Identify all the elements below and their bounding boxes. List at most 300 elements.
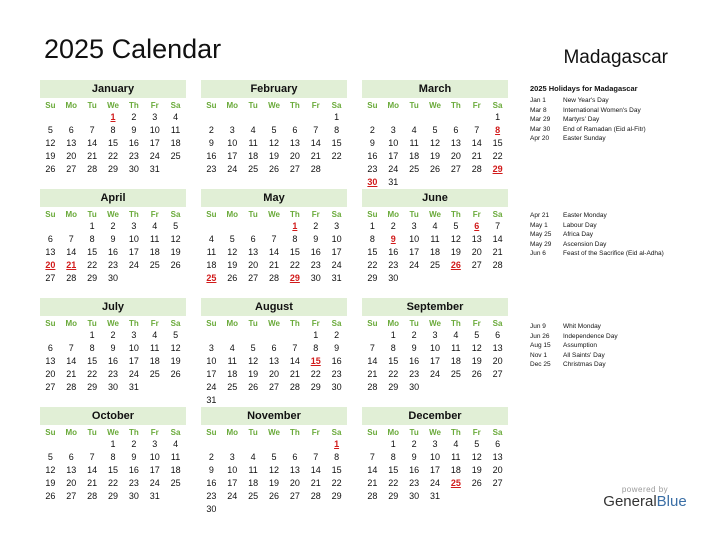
day-cell: 26	[429, 164, 440, 174]
holiday-name: New Year's Day	[563, 97, 609, 104]
day-cell: 11	[430, 234, 440, 244]
day-cell: 28	[310, 164, 321, 174]
day-cell: 3	[334, 221, 340, 231]
holiday-day: 1	[110, 112, 116, 122]
holiday-list-title: 2025 Holidays for Madagascar	[530, 84, 638, 93]
powered-by-text: powered by	[621, 485, 669, 494]
day-cell: 12	[227, 247, 238, 257]
day-cell: 22	[367, 260, 378, 270]
holiday-row	[530, 106, 710, 116]
day-cell: 12	[45, 138, 56, 148]
empty-day	[61, 220, 82, 233]
day-cell: 19	[268, 478, 279, 488]
day-cell: 1	[313, 330, 319, 340]
holiday-day: 29	[289, 273, 300, 283]
day-cell: 4	[453, 439, 459, 449]
day-cell: 19	[268, 151, 279, 161]
weekday-label: Su	[45, 428, 56, 437]
holiday-name: Christmas Day	[563, 361, 606, 368]
weekday-label: Fr	[311, 319, 320, 328]
day-cell: 22	[388, 369, 399, 379]
day-cell: 5	[474, 439, 480, 449]
holiday-row	[530, 360, 710, 370]
weekday-label: We	[268, 210, 280, 219]
day-cell: 3	[432, 439, 438, 449]
weekday-label: Fr	[472, 210, 481, 219]
day-cell: 30	[206, 504, 217, 514]
day-cell: 3	[432, 330, 438, 340]
day-cell: 26	[471, 478, 482, 488]
day-cell: 26	[45, 491, 56, 501]
day-cell: 24	[429, 478, 440, 488]
month-september	[362, 298, 508, 394]
holiday-row	[530, 96, 710, 106]
day-cell: 4	[173, 112, 179, 122]
day-cell: 7	[89, 452, 95, 462]
weekday-label: Fr	[150, 101, 159, 110]
day-cell: 9	[110, 343, 116, 353]
day-cell: 2	[369, 125, 375, 135]
day-cell: 5	[47, 125, 53, 135]
day-cell: 7	[292, 343, 298, 353]
day-cell: 27	[289, 164, 300, 174]
day-cell: 9	[110, 234, 116, 244]
day-cell: 26	[170, 369, 181, 379]
day-cell: 5	[173, 221, 179, 231]
day-cell: 31	[149, 164, 160, 174]
weekday-label: Tu	[248, 101, 258, 110]
day-cell: 31	[149, 491, 160, 501]
empty-day	[222, 220, 243, 233]
day-cell: 30	[310, 273, 321, 283]
day-cell: 12	[471, 343, 482, 353]
day-cell: 24	[409, 260, 420, 270]
day-cell: 15	[289, 247, 300, 257]
day-cell: 10	[429, 343, 440, 353]
day-cell: 18	[206, 260, 217, 270]
day-cell: 29	[331, 491, 342, 501]
weekday-label: Sa	[492, 428, 503, 437]
weekday-label: Su	[206, 101, 217, 110]
day-cell: 9	[369, 138, 375, 148]
weekday-label: Th	[450, 319, 461, 328]
day-cell: 26	[268, 164, 279, 174]
weekday-label: Tu	[409, 210, 419, 219]
empty-day	[40, 111, 61, 124]
day-cell: 28	[289, 382, 300, 392]
weekday-label: We	[268, 319, 280, 328]
day-cell: 8	[89, 234, 95, 244]
day-cell: 2	[334, 330, 340, 340]
day-cell: 11	[227, 356, 237, 366]
empty-day	[61, 438, 82, 451]
day-cell: 7	[313, 452, 319, 462]
day-cell: 22	[310, 369, 321, 379]
day-cell: 22	[107, 478, 118, 488]
empty-day	[201, 111, 222, 124]
empty-day	[305, 111, 326, 124]
day-cell: 8	[390, 452, 396, 462]
day-cell: 2	[411, 439, 417, 449]
day-cell: 27	[248, 273, 259, 283]
holiday-name: Easter Sunday	[563, 135, 606, 142]
day-cell: 9	[131, 452, 137, 462]
day-cell: 5	[173, 330, 179, 340]
day-cell: 8	[89, 343, 95, 353]
day-cell: 12	[471, 452, 482, 462]
day-cell: 19	[170, 247, 181, 257]
weekday-label: Mo	[226, 319, 239, 328]
day-cell: 6	[271, 343, 277, 353]
weekday-label: Su	[206, 319, 217, 328]
weekday-label: Tu	[248, 319, 258, 328]
month-march	[362, 80, 508, 189]
empty-day	[264, 438, 285, 451]
day-cell: 3	[229, 125, 235, 135]
day-cell: 28	[492, 260, 503, 270]
month-header: August	[201, 298, 347, 316]
empty-day	[305, 438, 326, 451]
day-cell: 14	[66, 356, 77, 366]
holiday-name: Assumption	[563, 342, 597, 349]
weekday-label: Sa	[331, 428, 342, 437]
day-cell: 19	[450, 247, 461, 257]
day-cell: 9	[411, 452, 417, 462]
day-cell: 15	[388, 465, 399, 475]
day-cell: 22	[388, 478, 399, 488]
holiday-name: End of Ramadan (Eid al-Fitr)	[563, 125, 646, 133]
holiday-date: Aug 15	[530, 342, 551, 349]
holiday-day: 6	[474, 221, 480, 231]
day-cell: 13	[492, 343, 503, 353]
day-cell: 21	[87, 151, 98, 161]
day-cell: 20	[66, 151, 77, 161]
day-cell: 16	[206, 151, 217, 161]
day-cell: 12	[450, 234, 461, 244]
weekday-label: Sa	[331, 210, 342, 219]
day-cell: 5	[250, 343, 256, 353]
day-cell: 23	[310, 260, 321, 270]
day-cell: 20	[492, 356, 503, 366]
day-cell: 10	[227, 465, 238, 475]
day-cell: 18	[149, 247, 160, 257]
day-cell: 13	[289, 465, 300, 475]
empty-day	[425, 111, 446, 124]
day-cell: 9	[313, 234, 319, 244]
day-cell: 21	[268, 260, 279, 270]
day-cell: 18	[248, 151, 259, 161]
day-cell: 12	[170, 343, 181, 353]
weekday-label: Fr	[472, 428, 481, 437]
day-cell: 17	[149, 465, 160, 475]
day-cell: 22	[331, 151, 342, 161]
holiday-date: Dec 25	[530, 361, 551, 368]
empty-day	[40, 438, 61, 451]
day-cell: 13	[248, 247, 259, 257]
brand-name-general: General	[603, 493, 657, 510]
day-cell: 11	[150, 343, 160, 353]
day-cell: 27	[289, 491, 300, 501]
holiday-date: May 29	[530, 240, 552, 248]
day-cell: 3	[131, 221, 137, 231]
weekday-label: Fr	[150, 428, 159, 437]
holiday-day: 26	[450, 260, 461, 270]
day-cell: 9	[411, 343, 417, 353]
day-cell: 15	[388, 356, 399, 366]
day-cell: 2	[110, 330, 116, 340]
day-cell: 11	[150, 234, 160, 244]
day-cell: 25	[248, 491, 259, 501]
holiday-row	[530, 341, 710, 351]
day-cell: 16	[310, 247, 321, 257]
day-cell: 15	[107, 465, 118, 475]
day-cell: 9	[334, 343, 340, 353]
weekday-label: Su	[206, 428, 217, 437]
day-cell: 13	[66, 138, 77, 148]
day-cell: 29	[388, 382, 399, 392]
day-cell: 23	[409, 478, 420, 488]
day-cell: 2	[131, 439, 137, 449]
day-cell: 8	[292, 234, 298, 244]
day-cell: 17	[149, 138, 160, 148]
day-cell: 3	[229, 452, 235, 462]
day-cell: 17	[409, 247, 420, 257]
weekday-label: We	[268, 428, 280, 437]
weekday-label: Tu	[409, 101, 419, 110]
month-july	[40, 298, 186, 394]
month-header: June	[362, 189, 508, 207]
holiday-group	[530, 211, 710, 259]
weekday-label: Mo	[65, 210, 78, 219]
day-cell: 8	[390, 343, 396, 353]
day-cell: 10	[388, 138, 399, 148]
day-cell: 4	[152, 330, 158, 340]
day-cell: 17	[227, 478, 238, 488]
day-cell: 18	[170, 465, 181, 475]
holiday-name: Easter Monday	[563, 212, 607, 219]
day-cell: 21	[87, 478, 98, 488]
day-cell: 16	[388, 247, 399, 257]
empty-day	[82, 111, 103, 124]
weekday-label: Su	[45, 210, 56, 219]
holiday-day: 30	[367, 177, 378, 187]
day-cell: 23	[206, 491, 217, 501]
holiday-row	[530, 332, 710, 342]
day-cell: 17	[331, 247, 342, 257]
empty-day	[222, 438, 243, 451]
day-cell: 27	[66, 164, 77, 174]
day-cell: 1	[89, 330, 95, 340]
day-cell: 25	[149, 369, 160, 379]
day-cell: 18	[149, 356, 160, 366]
empty-day	[362, 329, 383, 342]
holiday-name: All Saints' Day	[563, 351, 605, 359]
holiday-name: Feast of the Sacrifice (Eid al-Adha)	[563, 250, 664, 257]
weekday-label: We	[268, 101, 280, 110]
month-grid	[201, 316, 347, 407]
empty-day	[40, 220, 61, 233]
day-cell: 28	[268, 273, 279, 283]
weekday-label: Th	[289, 210, 300, 219]
day-cell: 5	[271, 452, 277, 462]
day-cell: 11	[206, 247, 217, 257]
month-header: November	[201, 407, 347, 425]
empty-day	[243, 329, 264, 342]
day-cell: 4	[432, 221, 438, 231]
holiday-date: Apr 20	[530, 135, 550, 142]
day-cell: 3	[152, 439, 158, 449]
day-cell: 30	[409, 491, 420, 501]
day-cell: 16	[331, 356, 342, 366]
day-cell: 16	[367, 151, 378, 161]
weekday-label: Fr	[472, 319, 481, 328]
day-cell: 10	[149, 125, 160, 135]
day-cell: 30	[409, 382, 420, 392]
brand-name	[590, 493, 700, 510]
day-cell: 15	[331, 138, 342, 148]
day-cell: 30	[107, 382, 118, 392]
day-cell: 14	[87, 138, 98, 148]
holiday-date: Jun 6	[530, 250, 546, 257]
day-cell: 1	[495, 112, 501, 122]
day-cell: 28	[87, 491, 98, 501]
weekday-label: We	[107, 319, 119, 328]
day-cell: 2	[131, 112, 137, 122]
day-cell: 20	[268, 369, 279, 379]
holiday-day: 15	[310, 356, 321, 366]
day-cell: 28	[66, 382, 77, 392]
holiday-date: May 1	[530, 221, 548, 229]
day-cell: 19	[471, 356, 482, 366]
day-cell: 14	[367, 465, 378, 475]
weekday-label: Su	[367, 210, 378, 219]
day-cell: 28	[66, 273, 77, 283]
day-cell: 5	[47, 452, 53, 462]
day-cell: 1	[390, 330, 396, 340]
day-cell: 27	[450, 164, 461, 174]
holiday-date: Nov 1	[530, 351, 547, 359]
weekday-label: Tu	[409, 428, 419, 437]
weekday-label: Fr	[311, 428, 320, 437]
day-cell: 24	[128, 369, 139, 379]
day-cell: 27	[268, 382, 279, 392]
day-cell: 18	[170, 138, 181, 148]
day-cell: 4	[453, 330, 459, 340]
day-cell: 23	[128, 478, 139, 488]
day-cell: 11	[248, 138, 258, 148]
day-cell: 28	[310, 491, 321, 501]
day-cell: 30	[331, 382, 342, 392]
month-august	[201, 298, 347, 407]
weekday-label: Th	[128, 101, 139, 110]
weekday-label: Sa	[170, 210, 181, 219]
holiday-date: Mar 8	[530, 106, 547, 114]
holiday-date: Mar 29	[530, 116, 551, 123]
day-cell: 3	[411, 221, 417, 231]
holiday-name: Labour Day	[563, 221, 597, 229]
holiday-day: 9	[390, 234, 396, 244]
month-grid	[362, 425, 508, 503]
day-cell: 31	[388, 177, 399, 187]
weekday-label: Mo	[387, 428, 400, 437]
empty-day	[82, 438, 103, 451]
day-cell: 4	[250, 125, 256, 135]
day-cell: 21	[310, 478, 321, 488]
day-cell: 13	[289, 138, 300, 148]
day-cell: 10	[331, 234, 342, 244]
day-cell: 26	[248, 382, 259, 392]
day-cell: 29	[107, 491, 118, 501]
day-cell: 16	[128, 465, 139, 475]
country-name: Madagascar	[563, 47, 668, 68]
day-cell: 30	[128, 164, 139, 174]
day-cell: 20	[248, 260, 259, 270]
day-cell: 3	[208, 343, 214, 353]
day-cell: 17	[128, 247, 139, 257]
day-cell: 30	[388, 273, 399, 283]
day-cell: 28	[87, 164, 98, 174]
day-cell: 13	[66, 465, 77, 475]
holiday-name: Africa Day	[563, 231, 593, 238]
month-grid	[201, 98, 347, 176]
day-cell: 16	[107, 356, 118, 366]
day-cell: 14	[492, 234, 503, 244]
month-april	[40, 189, 186, 285]
weekday-label: Tu	[248, 428, 258, 437]
weekday-label: Mo	[226, 101, 239, 110]
empty-day	[243, 220, 264, 233]
month-grid	[40, 425, 186, 503]
weekday-label: Th	[289, 101, 300, 110]
holiday-row	[530, 351, 710, 361]
weekday-label: Sa	[492, 210, 503, 219]
day-cell: 25	[170, 151, 181, 161]
day-cell: 24	[149, 151, 160, 161]
month-june	[362, 189, 508, 285]
month-header: September	[362, 298, 508, 316]
month-grid	[362, 207, 508, 285]
holiday-date: Mar 30	[530, 125, 551, 133]
day-cell: 26	[170, 260, 181, 270]
day-cell: 11	[409, 138, 419, 148]
day-cell: 27	[492, 478, 503, 488]
brand-name-blue: Blue	[656, 493, 687, 510]
month-header: December	[362, 407, 508, 425]
holiday-row	[530, 134, 710, 144]
holiday-date: Apr 21	[530, 212, 550, 219]
day-cell: 13	[45, 356, 56, 366]
day-cell: 9	[208, 465, 214, 475]
empty-day	[284, 438, 305, 451]
holiday-day: 1	[334, 439, 340, 449]
weekday-label: Su	[45, 319, 56, 328]
weekday-label: Sa	[170, 428, 181, 437]
empty-day	[201, 438, 222, 451]
day-cell: 20	[450, 151, 461, 161]
day-cell: 2	[390, 221, 396, 231]
month-december	[362, 407, 508, 503]
day-cell: 14	[87, 465, 98, 475]
holiday-group	[530, 322, 710, 370]
weekday-label: Mo	[226, 428, 239, 437]
day-cell: 4	[229, 343, 235, 353]
holiday-row	[530, 211, 710, 221]
day-cell: 9	[208, 138, 214, 148]
day-cell: 6	[495, 330, 501, 340]
day-cell: 27	[45, 382, 56, 392]
weekday-label: Su	[206, 210, 217, 219]
day-cell: 15	[492, 138, 503, 148]
